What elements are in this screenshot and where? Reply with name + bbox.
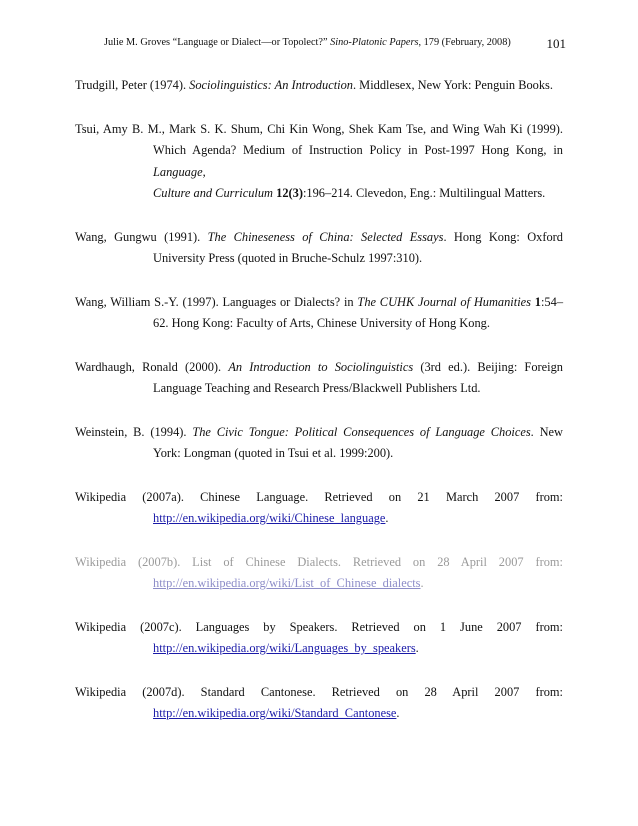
reference-title: Sociolinguistics: An Introduction (189, 78, 353, 92)
wikipedia-standard-cantonese-link[interactable]: http://en.wikipedia.org/wiki/Standard_Cantonese (153, 706, 397, 720)
running-header (104, 36, 566, 50)
reference-title: Culture and Curriculum (153, 186, 274, 200)
header-author-title: Julie M. Groves “Language or Dialect—or Topolect?” (104, 37, 331, 48)
page-number: 101 (546, 36, 566, 51)
header-journal: Sino-Platonic Papers (330, 37, 419, 48)
reference-entry: Wang, William S.-Y. (1997). Languages or Dialects? in The CUHK Journal of Humanities 1:54– 62. Hong Kong: Faculty of Arts, Chinese University of Hong Kong. (75, 294, 564, 330)
reference-title: An Introduction to Sociolinguistics (228, 359, 414, 374)
reference-entry: Weinstein, B. (1994). The Civic Tongue: Political Consequences of Language Choices. New York: Longman (quoted in Tsui et al. 1999:200). (75, 424, 563, 460)
reference-entry: Wikipedia (2007a). Chinese Language. Retrieved on 21 March 2007 from: http://en.wikipedia.org/wiki/Chinese_language. (75, 489, 563, 525)
wikipedia-chinese-language-link[interactable]: http://en.wikipedia.org/wiki/Chinese_language (153, 511, 386, 525)
wikipedia-list-of-chinese-dialects-link[interactable]: http://en.wikipedia.org/wiki/List_of_Chinese_dialects (153, 576, 421, 590)
reference-entry: Wikipedia (2007d). Standard Cantonese. Retrieved on 28 April 2007 from: http://en.wikipedia.org/wiki/Standard_Cantonese. (75, 684, 563, 720)
reference-entry: Wikipedia (2007b). List of Chinese Dialects. Retrieved on 28 April 2007 from: http://en.wikipedia.org/wiki/List_of_Chinese_dialects. (75, 554, 563, 590)
reference-entry: Tsui, Amy B. M., Mark S. K. Shum, Chi Kin Wong, Shek Kam Tse, and Wing Wah Ki (1999). Which Agenda? Medium of Instruction Policy in Post-1997 Hong Kong, in Language, Culture and Curriculum 12(3):196–214. Clevedon, Eng.: Multilingual Matters. (75, 121, 563, 200)
reference-title: The Chineseness of China: Selected Essays (207, 229, 444, 244)
reference-list (75, 75, 563, 725)
header-issue: , 179 (February, 2008) (418, 37, 511, 48)
reference-entry: Wikipedia (2007c). Languages by Speakers. Retrieved on 1 June 2007 from: http://en.wikipedia.org/wiki/Languages_by_speakers. (75, 619, 563, 655)
reference-title: The Civic Tongue: Political Consequences of Language Choices (192, 424, 531, 439)
wikipedia-languages-by-speakers-link[interactable]: http://en.wikipedia.org/wiki/Languages_by_speakers (153, 641, 416, 655)
reference-title: The CUHK Journal of Humanities (357, 294, 531, 309)
reference-entry: Wang, Gungwu (1991). The Chineseness of China: Selected Essays. Hong Kong: Oxford University Press (quoted in Bruche-Schulz 1997:310). (75, 229, 563, 265)
reference-entry: Trudgill, Peter (1974). Sociolinguistics: An Introduction. Middlesex, New York: Penguin Books. (75, 78, 553, 92)
reference-entry: Wardhaugh, Ronald (2000). An Introduction to Sociolinguistics (3rd ed.). Beijing: Foreign Language Teaching and Research Press/Blackwell Publishers Ltd. (75, 359, 563, 395)
